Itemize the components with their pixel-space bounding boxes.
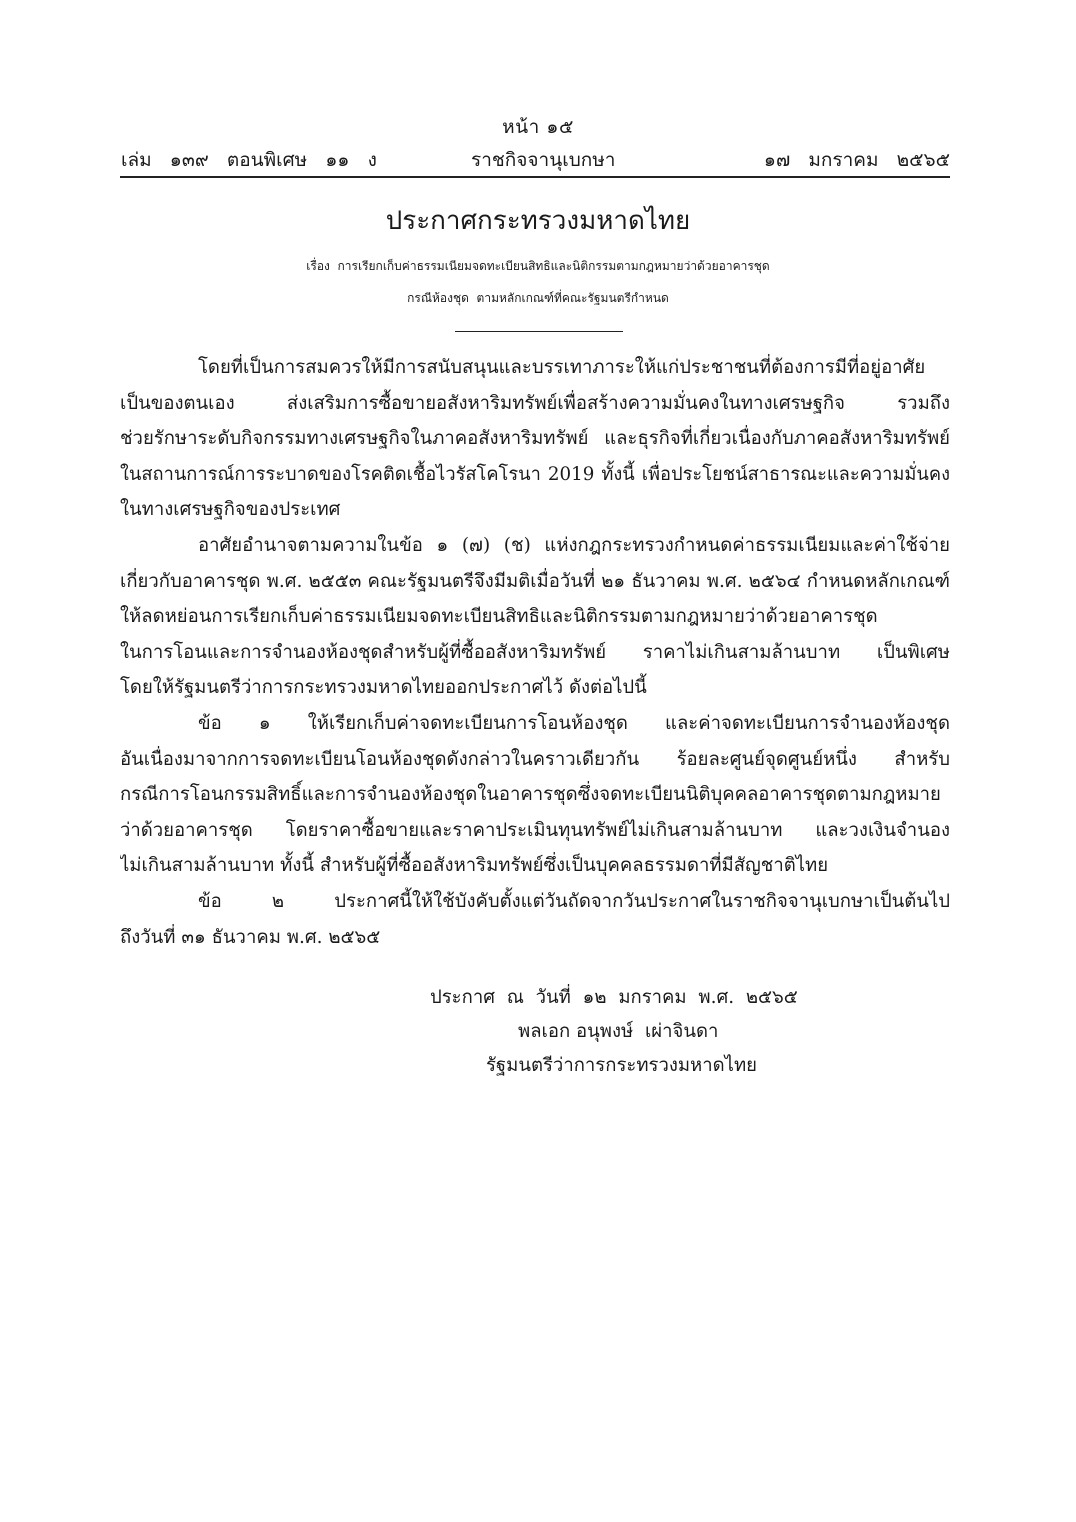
subject-line-2: กรณีห้องชุด ตามหลักเกณฑ์ที่คณะรัฐมนตรีกำหนด (407, 291, 669, 305)
publication-date: ๑๗ มกราคม ๒๕๖๕ (763, 149, 950, 171)
header-divider (120, 176, 950, 178)
body-line: ถึงวันที่ ๓๑ ธันวาคม พ.ศ. ๒๕๖๕ (120, 926, 381, 948)
body-line: ช่วยรักษาระดับกิจกรรมทางเศรษฐกิจในภาคอสังหาริมทรัพย์ และธุรกิจที่เกี่ยวเนื่องกับภาคอสังหาริมทรัพย์ (120, 428, 950, 450)
body-line: กรณีการโอนกรรมสิทธิ์และการจำนองห้องชุดในอาคารชุดซึ่งจดทะเบียนนิติบุคคลอาคารชุดตามกฎหมาย (120, 784, 941, 806)
body-line: โดยที่เป็นการสมควรให้มีการสนับสนุนและบรรเทาภาระให้แก่ประชาชนที่ต้องการมีที่อยู่อาศัย (198, 357, 926, 378)
gazette-header (121, 145, 950, 175)
subject-line-1: เรื่อง การเรียกเก็บค่าธรรมเนียมจดทะเบียนสิทธิและนิติกรรมตามกฎหมายว่าด้วยอาคารชุด (306, 259, 770, 273)
body-line: ในสถานการณ์การระบาดของโรคติดเชื้อไวรัสโคโรนา 2019 ทั้งนี้ เพื่อประโยชน์สาธารณะและความมั่นคง (120, 463, 950, 485)
title-divider (455, 331, 623, 332)
body-line: อาศัยอำนาจตามความในข้อ ๑ (๗) (ช) แห่งกฎกระทรวงกำหนดค่าธรรมเนียมและค่าใช้จ่าย (198, 534, 950, 556)
announcement-title: ประกาศกระทรวงมหาดไทย (385, 206, 691, 236)
body-line: เป็นของตนเอง ส่งเสริมการซื้อขายอสังหาริมทรัพย์เพื่อสร้างความมั่นคงในทางเศรษฐกิจ รวมถึง (120, 392, 950, 414)
body-line: ว่าด้วยอาคารชุด โดยราคาซื้อขายและราคาประเมินทุนทรัพย์ไม่เกินสามล้านบาท และวงเงินจำนอง (120, 819, 950, 841)
body-line: เกี่ยวกับอาคารชุด พ.ศ. ๒๕๕๓ คณะรัฐมนตรีจึงมีมติเมื่อวันที่ ๒๑ ธันวาคม พ.ศ. ๒๕๖๔ กำหนดหลักเกณฑ์ (120, 570, 950, 592)
body-line: ในทางเศรษฐกิจของประเทศ (120, 499, 341, 521)
publication-name: ราชกิจจานุเบกษา (471, 149, 616, 171)
body-line: ไม่เกินสามล้านบาท ทั้งนี้ สำหรับผู้ที่ซื้ออสังหาริมทรัพย์ซึ่งเป็นบุคคลธรรมดาที่มีสัญชาติไทย (120, 855, 829, 877)
body-line: ให้ลดหย่อนการเรียกเก็บค่าธรรมเนียมจดทะเบียนสิทธิและนิติกรรมตามกฎหมายว่าด้วยอาคารชุด (120, 606, 878, 628)
signatory-position: รัฐมนตรีว่าการกระทรวงมหาดไทย (486, 1055, 757, 1076)
page-number: หน้า ๑๕ (502, 116, 574, 138)
body-line: ข้อ ๑ ให้เรียกเก็บค่าจดทะเบียนการโอนห้องชุด และค่าจดทะเบียนการจำนองห้องชุด (198, 712, 950, 734)
announcement-date: ประกาศ ณ วันที่ ๑๒ มกราคม พ.ศ. ๒๕๖๕ (430, 987, 798, 1008)
body-line: โดยให้รัฐมนตรีว่าการกระทรวงมหาดไทยออกประกาศไว้ ดังต่อไปนี้ (120, 677, 647, 699)
announcement-subject (0, 250, 1076, 314)
body-line: อันเนื่องมาจากการจดทะเบียนโอนห้องชุดดังกล่าวในคราวเดียวกัน ร้อยละศูนย์จุดศูนย์หนึ่ง สำหรับ (120, 748, 950, 770)
signatory-name: พลเอก อนุพงษ์ เผ่าจินดา (518, 1021, 719, 1042)
body-line: ในการโอนและการจำนองห้องชุดสำหรับผู้ที่ซื้ออสังหาริมทรัพย์ ราคาไม่เกินสามล้านบาท เป็นพิเศษ (120, 641, 950, 663)
volume-info: เล่ม ๑๓๙ ตอนพิเศษ ๑๑ ง (121, 149, 377, 171)
announcement-body (120, 350, 950, 955)
body-line: ข้อ ๒ ประกาศนี้ให้ใช้บังคับตั้งแต่วันถัดจากวันประกาศในราชกิจจานุเบกษาเป็นต้นไป (198, 890, 950, 912)
